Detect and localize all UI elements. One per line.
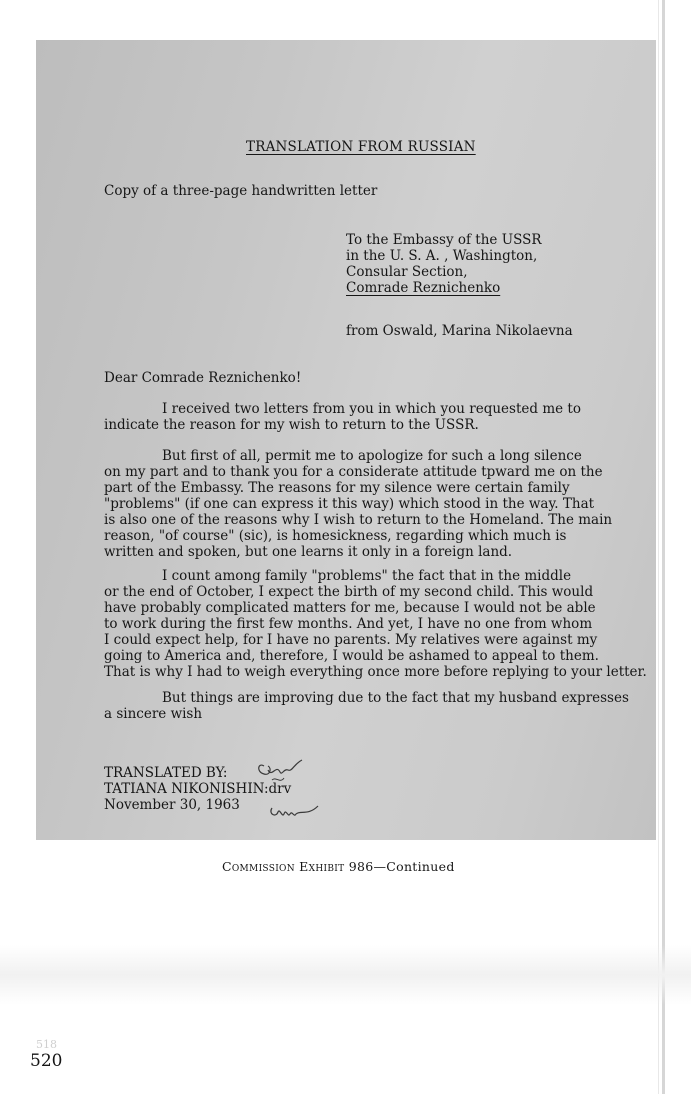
paragraph-line: to work during the first few months. And yet, I have no one from whom bbox=[104, 616, 593, 632]
paragraph-line: "problems" (if one can express it this way) which stood in the way. That bbox=[104, 496, 595, 512]
recipient-address bbox=[346, 232, 542, 296]
paragraph-line: But things are improving due to the fact that my husband expresses bbox=[162, 690, 629, 706]
paragraph-3 bbox=[104, 568, 647, 680]
translator-label: TRANSLATED BY: bbox=[104, 765, 228, 781]
paragraph-line: reason, "of course" (sic), is homesickness, regarding which much is bbox=[104, 528, 567, 544]
paragraph-4 bbox=[104, 690, 644, 722]
address-line: To the Embassy of the USSR bbox=[346, 232, 542, 248]
scan-haze bbox=[0, 945, 691, 1005]
caption-prefix: Commission Exhibit bbox=[222, 859, 345, 874]
paragraph-line: That is why I had to weigh everything once more before replying to your letter. bbox=[104, 664, 647, 680]
paragraph-line: part of the Embassy. The reasons for my silence were certain family bbox=[104, 480, 570, 496]
paragraph-line: I could expect help, for I have no parents. My relatives were against my bbox=[104, 632, 598, 648]
paragraph-line: But first of all, permit me to apologize for such a long silence bbox=[162, 448, 582, 464]
address-line: Consular Section, bbox=[346, 264, 468, 280]
sender-line: from Oswald, Marina Nikolaevna bbox=[346, 323, 573, 339]
paragraph-line: indicate the reason for my wish to return to the USSR. bbox=[104, 417, 479, 433]
paragraph-1 bbox=[104, 401, 644, 433]
paragraph-line: have probably complicated matters for me, because I would not be able bbox=[104, 600, 596, 616]
paragraph-line: on my part and to thank you for a considerate attitude tpward me on the bbox=[104, 464, 603, 480]
caption-number: 986 bbox=[348, 859, 374, 874]
translator-name: TATIANA NIKONISHIN:drv bbox=[104, 781, 292, 797]
exhibit-caption bbox=[222, 859, 455, 874]
paragraph-line: written and spoken, but one learns it only in a foreign land. bbox=[104, 544, 513, 560]
paragraph-line: is also one of the reasons why I wish to return to the Homeland. The main bbox=[104, 512, 613, 528]
bleed-through-page-number: 518 bbox=[36, 1038, 57, 1051]
paragraph-2 bbox=[104, 448, 644, 560]
paragraph-line: a sincere wish bbox=[104, 706, 203, 722]
caption-suffix: —Continued bbox=[373, 859, 455, 874]
document-subtitle: Copy of a three-page handwritten letter bbox=[104, 183, 378, 199]
paragraph-line: or the end of October, I expect the birth of my second child. This would bbox=[104, 584, 594, 600]
page-edge bbox=[662, 0, 665, 1094]
salutation: Dear Comrade Reznichenko! bbox=[104, 370, 302, 386]
paragraph-line: I received two letters from you in which you requested me to bbox=[162, 401, 581, 417]
paragraph-line: going to America and, therefore, I would be ashamed to appeal to them. bbox=[104, 648, 599, 664]
document-heading: TRANSLATION FROM RUSSIAN bbox=[246, 139, 476, 155]
page-number: 520 bbox=[30, 1051, 63, 1071]
handwritten-initials bbox=[254, 758, 306, 788]
translation-date: November 30, 1963 bbox=[104, 797, 240, 813]
handwritten-initials bbox=[268, 800, 320, 824]
paragraph-line: I count among family "problems" the fact that in the middle bbox=[162, 568, 572, 584]
page-edge-inner bbox=[658, 0, 659, 1094]
address-line: Comrade Reznichenko bbox=[346, 280, 501, 296]
address-line: in the U. S. A. , Washington, bbox=[346, 248, 538, 264]
